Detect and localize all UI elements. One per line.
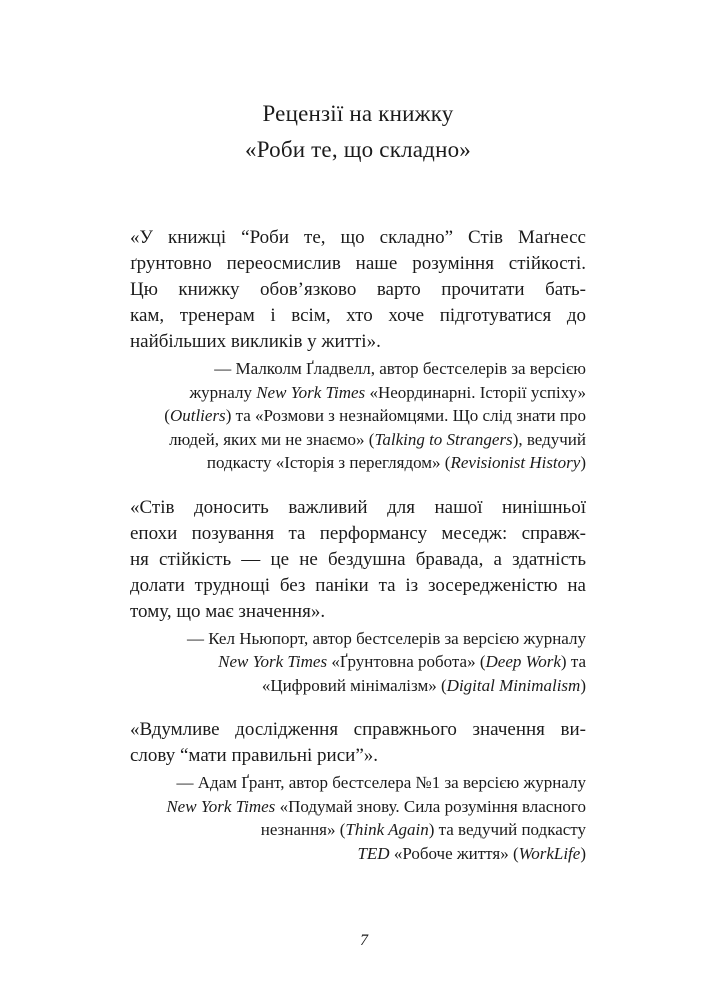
page-title — [130, 96, 586, 168]
attribution-line — [130, 428, 586, 452]
review-attribution — [130, 771, 586, 865]
attribution-segment: ) та — [560, 652, 586, 671]
quote-line: «Вдумливе дослідження справжнього значення ви- — [130, 719, 586, 740]
attribution-line — [130, 627, 586, 651]
attribution-line — [130, 650, 586, 674]
quote-line: кам, тренерам і всім, хто хоче підготуватися до — [130, 305, 586, 326]
page-number: 7 — [360, 932, 368, 949]
attribution-italic-segment: TED — [357, 843, 390, 863]
quote-line: «У книжці “Роби те, що складно” Стів Маґнесс — [130, 227, 586, 248]
attribution-line — [130, 842, 586, 866]
attribution-segment: — Кел Ньюпорт, автор бестселерів за версією журналу — [186, 628, 586, 648]
attribution-segment: ) — [580, 453, 586, 472]
review-quote — [130, 225, 586, 355]
quote-line: ґрунтовно переосмислив наше розуміння стійкості. — [130, 253, 586, 274]
attribution-segment: незнання» ( — [260, 820, 346, 839]
attribution-segment: ) та ведучий подкасту — [428, 820, 586, 839]
quote-line: Цю книжку обов’язково варто прочитати бать- — [130, 279, 586, 300]
attribution-segment: ) та «Розмови з незнайомцями. Що слід знати про — [225, 406, 586, 425]
attribution-segment: подкасту «Історія з переглядом» ( — [206, 453, 451, 472]
quote-line: епохи позування та перформансу меседж: справж- — [130, 522, 586, 544]
attribution-segment: людей, яких ми не знаємо» ( — [169, 429, 375, 449]
attribution-line — [130, 795, 586, 819]
attribution-italic-segment: Revisionist History — [450, 453, 581, 472]
attribution-line — [130, 357, 586, 381]
attribution-segment: «Цифровий мінімалізм» ( — [261, 675, 447, 695]
attribution-segment: «Подумай знову. Сила розуміння власного — [275, 796, 586, 816]
title-line-1: Рецензії на книжку — [262, 101, 454, 126]
attribution-line — [130, 771, 586, 795]
attribution-italic-segment: Digital Minimalism — [446, 675, 581, 695]
review-block — [130, 495, 586, 698]
quote-line: слову “мати правильні риси”». — [130, 745, 379, 766]
attribution-line — [130, 404, 586, 428]
attribution-segment: — Адам Ґрант, автор бестселера №1 за версією журналу — [176, 773, 586, 792]
attribution-line — [130, 381, 586, 405]
attribution-segment: — Малколм Ґладвелл, автор бестселерів за версією — [214, 359, 586, 378]
attribution-segment: ) — [580, 675, 586, 695]
review-attribution — [130, 627, 586, 698]
quote-line: тому, що має значення». — [130, 600, 326, 622]
attribution-line — [130, 818, 586, 842]
review-quote — [130, 495, 586, 625]
attribution-italic-segment: WorkLife — [518, 843, 581, 863]
review-quote — [130, 717, 586, 769]
quote-line: ня стійкість — це не бездушна бравада, а здатність — [130, 548, 586, 570]
attribution-segment: ( — [164, 406, 170, 425]
quote-line: найбільших викликів у житті». — [130, 331, 381, 352]
quote-line: «Стів доносить важливий для нашої нинішньої — [130, 496, 586, 518]
attribution-italic-segment: New York Times — [256, 382, 366, 402]
title-line-2: «Роби те, що складно» — [245, 137, 471, 162]
review-block — [130, 225, 586, 475]
review-attribution — [130, 357, 586, 475]
attribution-line — [130, 451, 586, 475]
attribution-italic-segment: Talking to Strangers — [374, 429, 513, 449]
attribution-segment: «Неординарні. Історії успіху» — [365, 382, 586, 402]
attribution-segment: ), ведучий — [512, 429, 586, 449]
review-block — [130, 717, 586, 865]
attribution-italic-segment: Outliers — [169, 406, 226, 425]
reviews-section — [130, 225, 586, 865]
attribution-segment: журналу — [189, 382, 257, 402]
quote-line: долати труднощі без паніки та із зосередженістю на — [130, 574, 586, 596]
attribution-line — [130, 674, 586, 698]
attribution-segment: «Ґрунтовна робота» ( — [327, 652, 486, 671]
attribution-italic-segment: Deep Work — [485, 652, 561, 671]
attribution-segment: ) — [580, 843, 586, 863]
attribution-italic-segment: New York Times — [218, 652, 328, 671]
attribution-italic-segment: Think Again — [345, 820, 429, 839]
attribution-segment: «Робоче життя» ( — [389, 843, 519, 863]
attribution-italic-segment: New York Times — [166, 796, 276, 816]
